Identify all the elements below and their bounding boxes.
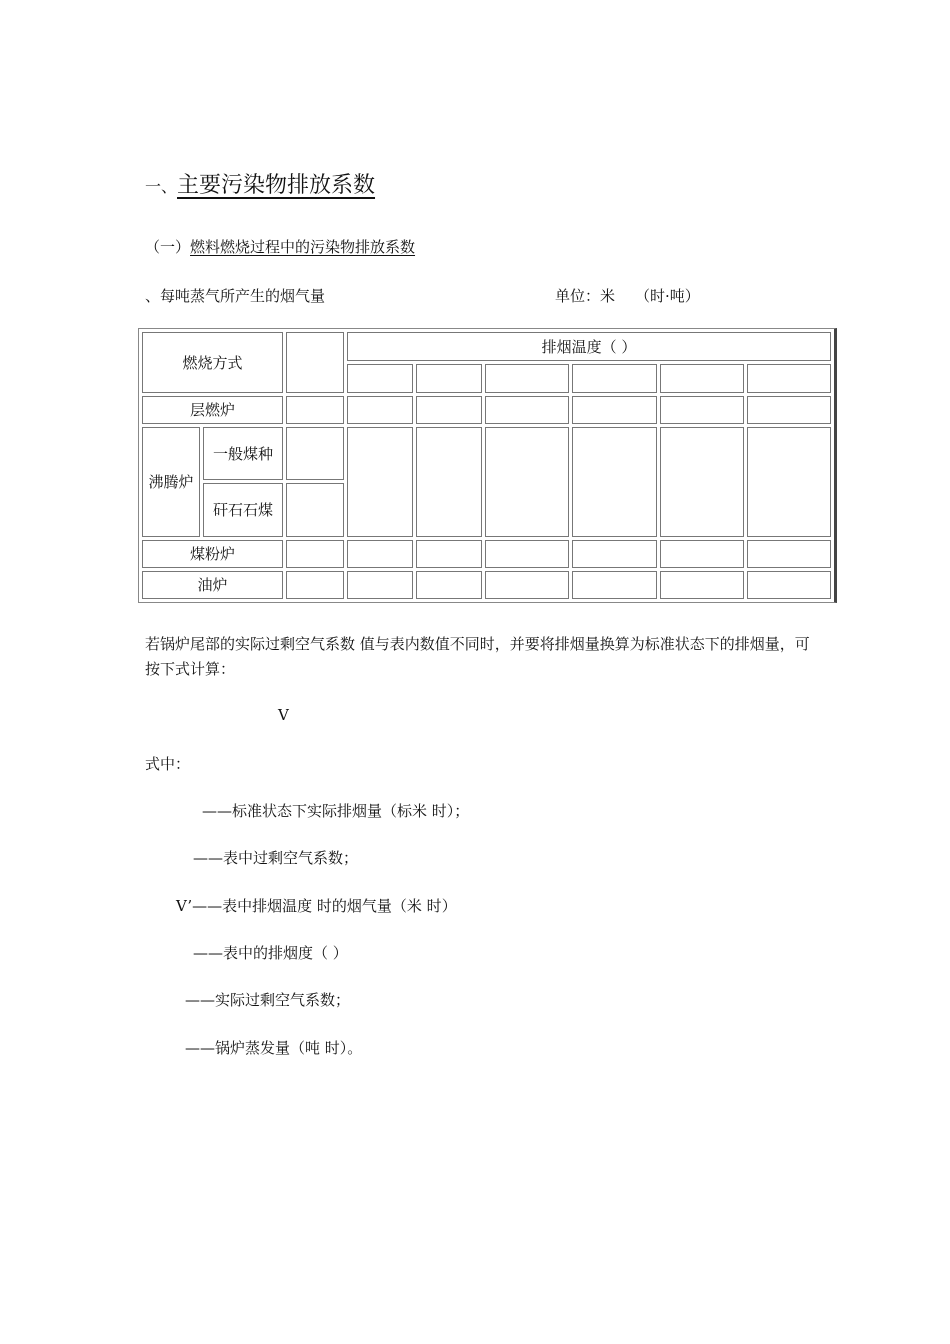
row-label-pulverized: 煤粉炉 <box>142 540 283 568</box>
temp-cell <box>660 364 744 393</box>
heading-number: 一、 <box>145 177 178 196</box>
table-cell <box>286 540 344 568</box>
table-cell <box>485 427 569 537</box>
definition-item: ——标准状态下实际排烟量（标米 时）； <box>202 802 470 820</box>
where-label: 式中： <box>145 755 191 773</box>
heading-title: 主要污染物排放系数 <box>177 173 376 198</box>
table-cell <box>660 427 744 537</box>
unit-label <box>555 285 700 306</box>
table-cell <box>747 540 831 568</box>
definition-item: V’——表中排烟温度 时的烟气量（米 时） <box>176 897 457 915</box>
table-cell <box>660 571 744 599</box>
table-cell <box>485 571 569 599</box>
table-cell <box>286 396 344 424</box>
table-cell <box>286 483 344 537</box>
table-cell <box>660 396 744 424</box>
table-cell <box>416 427 482 537</box>
table-cell <box>416 396 482 424</box>
heading-main <box>145 168 375 199</box>
subsection-title: 、每吨蒸气所产生的烟气量 <box>145 287 326 305</box>
table-cell <box>416 571 482 599</box>
unit-value: （时·吨） <box>635 287 700 305</box>
table-cell <box>572 571 657 599</box>
row-label-layered: 层燃炉 <box>142 396 283 424</box>
definition-item: ——锅炉蒸发量（吨 时）。 <box>185 1039 363 1057</box>
section-title: 燃料燃烧过程中的污染物排放系数 <box>190 238 416 256</box>
table-cell <box>485 540 569 568</box>
header-combustion-method: 燃烧方式 <box>142 332 283 393</box>
definition-item: ——表中过剩空气系数； <box>193 849 359 867</box>
table-cell <box>286 427 344 480</box>
table-cell <box>347 571 413 599</box>
table-cell <box>286 571 344 599</box>
header-flue-temp: 排烟温度（ ） <box>347 332 831 361</box>
header-blank-cell <box>286 332 344 393</box>
formula-symbol: V <box>278 706 289 724</box>
table-cell <box>347 396 413 424</box>
row-label-oil: 油炉 <box>142 571 283 599</box>
table-cell <box>416 540 482 568</box>
definition-item: ——实际过剩空气系数； <box>185 991 351 1009</box>
temp-cell <box>572 364 657 393</box>
table-cell <box>347 540 413 568</box>
table-cell <box>485 396 569 424</box>
temp-cell <box>485 364 569 393</box>
table-cell <box>347 427 413 537</box>
table-cell <box>747 571 831 599</box>
section-number: （一） <box>145 238 191 256</box>
table-cell <box>747 427 831 537</box>
row-label-general-coal: 一般煤种 <box>203 427 283 480</box>
unit-text: 单位：米 <box>555 287 616 305</box>
table-cell <box>747 396 831 424</box>
table-cell <box>572 427 657 537</box>
section-heading <box>145 236 415 257</box>
temp-cell <box>347 364 413 393</box>
flue-gas-table <box>138 328 837 603</box>
row-label-fluidized: 沸腾炉 <box>142 427 200 537</box>
body-paragraph: 若锅炉尾部的实际过剩空气系数 值与表内数值不同时，并要将排烟量换算为标准状态下的排烟量，可按下式计算： <box>145 635 810 678</box>
table-cell <box>660 540 744 568</box>
table-cell <box>572 396 657 424</box>
temp-cell <box>416 364 482 393</box>
table-cell <box>572 540 657 568</box>
row-label-gangue-coal: 矸石石煤 <box>203 483 283 537</box>
temp-cell <box>747 364 831 393</box>
definition-item: ——表中的排烟度（ ） <box>193 944 348 962</box>
